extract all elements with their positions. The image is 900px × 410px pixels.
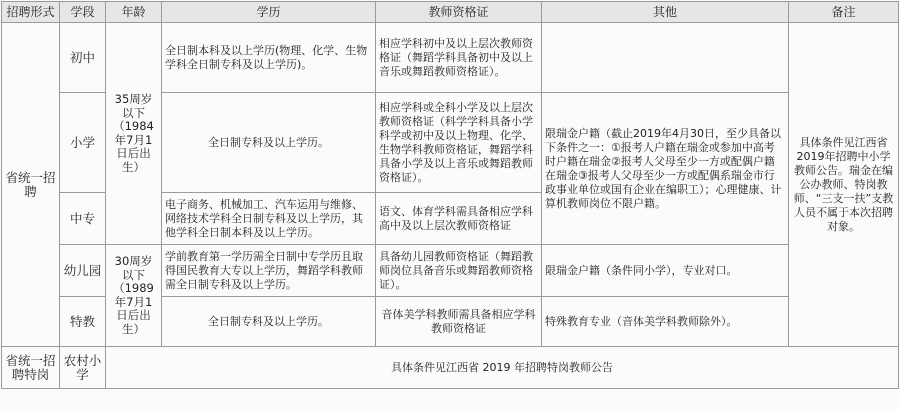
other-cell: 特殊教育专业（音体美学科教师除外）。	[542, 297, 789, 347]
table-row	[2, 245, 899, 297]
stage-cell: 幼儿园	[60, 245, 106, 297]
certificate-cell: 相应学科或全科小学及以上层次教师资格证（科学学科具备小学科学或初中及以上物理、化学、生物学科教师资格证，舞蹈学科具备小学及以上音乐或舞蹈教师资格证）。	[376, 93, 542, 193]
remarks-cell: 具体条件见江西省2019年招聘中小学教师公告。瑞金在编公办教师、特岗教师、“三支一扶”支教人员不属于本次招聘对象。	[789, 23, 899, 347]
form-special-post-cell: 省统一招聘特岗	[2, 347, 60, 389]
education-cell: 学前教育第一学历需全日制中专学历且取得国民教育大专以上学历，舞蹈学科教师需全日制专科及以上学历。	[162, 245, 376, 297]
other-cell: 限瑞金户籍（条件同小学），专业对口。	[542, 245, 789, 297]
stage-cell: 农村小学	[60, 347, 106, 389]
age-cell: 30周岁以下（1989年7月1日后出生）	[106, 245, 162, 347]
other-cell: 限瑞金户籍（截止2019年4月30日，至少具备以下条件之一：①报考人户籍在瑞金或参加中高考时户籍在瑞金②报考人父母至少一方或配偶户籍在瑞金③报考人父母至少一方或配偶系瑞金市行政事业单位或国有企业在编职工）；心理健康、计算机教师岗位不限户籍。	[542, 93, 789, 245]
stage-cell: 初中	[60, 23, 106, 93]
stage-cell: 小学	[60, 93, 106, 193]
certificate-cell: 具备幼儿园教师资格证（舞蹈教师岗位具备音乐或舞蹈教师资格证）。	[376, 245, 542, 297]
certificate-cell: 音体美学科教师需具备相应学科教师资格证	[376, 297, 542, 347]
stage-cell: 中专	[60, 193, 106, 245]
header-other: 其他	[542, 2, 789, 23]
special-post-note-cell: 具体条件见江西省 2019 年招聘特岗教师公告	[106, 347, 899, 389]
age-cell: 35周岁以下（1984年7月1日后出生）	[106, 23, 162, 245]
header-education: 学历	[162, 2, 376, 23]
education-cell: 全日制专科及以上学历。	[162, 93, 376, 193]
education-cell: 全日制专科及以上学历。	[162, 297, 376, 347]
recruitment-table	[1, 1, 899, 389]
header-age: 年龄	[106, 2, 162, 23]
header-row	[2, 2, 899, 23]
header-stage: 学段	[60, 2, 106, 23]
stage-cell: 特教	[60, 297, 106, 347]
form-unified-cell: 省统一招聘	[2, 23, 60, 347]
education-cell: 全日制本科及以上学历(物理、化学、生物学科全日制专科及以上学历)。	[162, 23, 376, 93]
header-remarks: 备注	[789, 2, 899, 23]
table-row	[2, 347, 899, 389]
certificate-cell: 相应学科初中及以上层次教师资格证（舞蹈学科具备初中及以上音乐或舞蹈教师资格证）。	[376, 23, 542, 93]
header-recruit-form: 招聘形式	[2, 2, 60, 23]
other-cell-empty	[542, 23, 789, 93]
certificate-cell: 语文、体育学科需具备相应学科高中及以上层次教师资格证	[376, 193, 542, 245]
table-row	[2, 23, 899, 93]
education-cell: 电子商务、机械加工、汽车运用与维修、网络技术学科全日制专科及以上学历，其他学科全日制本科及以上学历。	[162, 193, 376, 245]
header-certificate: 教师资格证	[376, 2, 542, 23]
